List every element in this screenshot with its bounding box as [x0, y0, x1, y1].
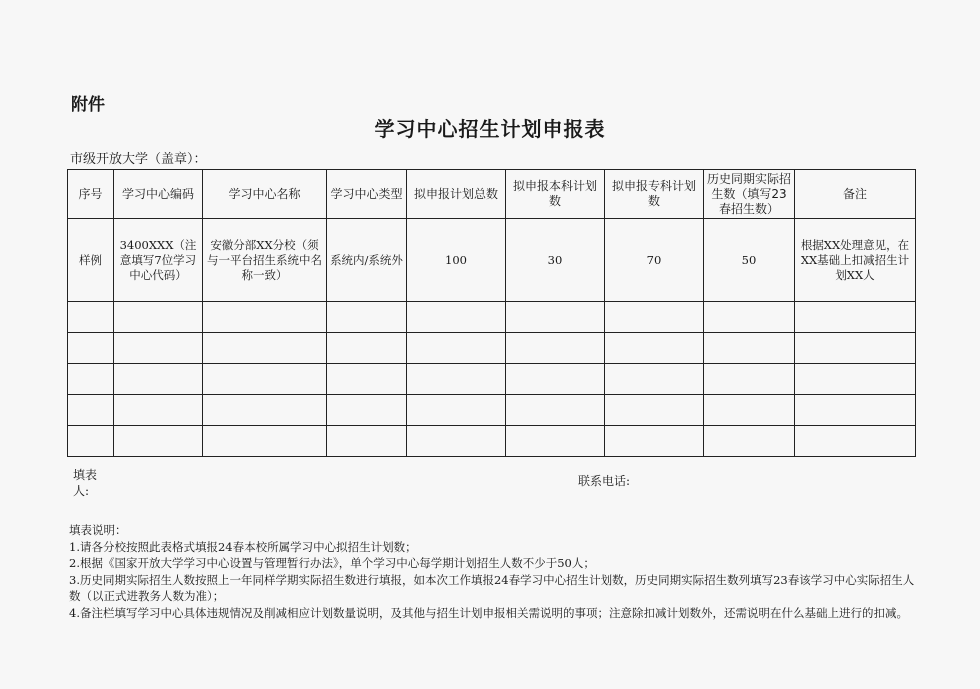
- empty-cell[interactable]: [605, 395, 704, 426]
- empty-cell[interactable]: [506, 364, 605, 395]
- empty-cell[interactable]: [506, 302, 605, 333]
- header-center-name: 学习中心名称: [203, 170, 327, 219]
- empty-cell[interactable]: [203, 426, 327, 457]
- empty-cell[interactable]: [605, 302, 704, 333]
- empty-cell[interactable]: [506, 395, 605, 426]
- empty-cell[interactable]: [114, 395, 203, 426]
- sample-undergrad-plan: 30: [506, 219, 605, 302]
- empty-cell[interactable]: [795, 333, 916, 364]
- header-junior-plan: 拟申报专科计划数: [605, 170, 704, 219]
- instructions-heading: 填表说明：: [69, 523, 127, 537]
- empty-cell[interactable]: [605, 426, 704, 457]
- sample-junior-plan: 70: [605, 219, 704, 302]
- empty-cell[interactable]: [68, 426, 114, 457]
- table-row: [68, 426, 916, 457]
- table-row: [68, 302, 916, 333]
- school-seal-label: 市级开放大学（盖章）：: [70, 152, 207, 167]
- empty-cell[interactable]: [114, 302, 203, 333]
- table-row: [68, 333, 916, 364]
- empty-cell[interactable]: [407, 364, 506, 395]
- table-header-row: [68, 170, 916, 219]
- empty-cell[interactable]: [795, 302, 916, 333]
- empty-cell[interactable]: [68, 364, 114, 395]
- instruction-item: 1.请各分校按照此表格式填报24春本校所属学习中心拟招生计划数；: [69, 539, 417, 554]
- empty-cell[interactable]: [795, 364, 916, 395]
- empty-cell[interactable]: [407, 302, 506, 333]
- empty-cell[interactable]: [327, 426, 407, 457]
- empty-cell[interactable]: [704, 302, 795, 333]
- empty-cell[interactable]: [327, 364, 407, 395]
- form-title: 学习中心招生计划申报表: [374, 117, 606, 141]
- instruction-item: 4.备注栏填写学习中心具体违规情况及削减相应计划数量说明，及其他与招生计划申报相关需说明的事项；注意除扣减计划数外，还需说明在什么基础上进行的扣减。: [69, 605, 908, 620]
- empty-cell[interactable]: [506, 333, 605, 364]
- table-row: [68, 219, 916, 302]
- empty-cell[interactable]: [407, 395, 506, 426]
- empty-cell[interactable]: [114, 426, 203, 457]
- empty-cell[interactable]: [203, 395, 327, 426]
- empty-cell[interactable]: [327, 302, 407, 333]
- empty-cell[interactable]: [704, 333, 795, 364]
- table-row: [68, 364, 916, 395]
- empty-cell[interactable]: [605, 364, 704, 395]
- empty-cell[interactable]: [203, 302, 327, 333]
- empty-cell[interactable]: [68, 302, 114, 333]
- empty-cell[interactable]: [506, 426, 605, 457]
- sample-total-plan: 100: [407, 219, 506, 302]
- sample-history-enrollment: 50: [704, 219, 795, 302]
- empty-cell[interactable]: [203, 364, 327, 395]
- plan-table: [67, 169, 916, 457]
- empty-cell[interactable]: [327, 333, 407, 364]
- header-history-enrollment: 历史同期实际招生数（填写23春招生数）: [704, 170, 795, 219]
- empty-cell[interactable]: [407, 426, 506, 457]
- attachment-label: 附件: [71, 95, 105, 115]
- empty-cell[interactable]: [605, 333, 704, 364]
- sample-center-name: 安徽分部XX分校（须与一平台招生系统中名称一致）: [203, 219, 327, 302]
- sample-seq: 样例: [68, 219, 114, 302]
- filler-label: 填表人:: [73, 468, 98, 498]
- empty-cell[interactable]: [68, 395, 114, 426]
- empty-cell[interactable]: [407, 333, 506, 364]
- header-remarks: 备注: [795, 170, 916, 219]
- empty-cell[interactable]: [114, 364, 203, 395]
- empty-cell[interactable]: [795, 395, 916, 426]
- empty-cell[interactable]: [704, 426, 795, 457]
- empty-cell[interactable]: [68, 333, 114, 364]
- sample-center-type: 系统内/系统外: [327, 219, 407, 302]
- sample-remarks: 根据XX处理意见，在XX基础上扣减招生计划XX人: [795, 219, 916, 302]
- sample-center-code: 3400XXX（注意填写7位学习中心代码）: [114, 219, 203, 302]
- phone-label: 联系电话:: [578, 474, 631, 488]
- empty-cell[interactable]: [327, 395, 407, 426]
- instructions: [69, 522, 921, 621]
- empty-cell[interactable]: [203, 333, 327, 364]
- header-total-plan: 拟申报计划总数: [407, 170, 506, 219]
- instruction-item: 3.历史同期实际招生人数按照上一年同样学期实际招生数进行填报，如本次工作填报24春学习中心招生计划数，历史同期实际招生数列填写23春该学习中心实际招生人数（以正式进教务人数为准）；: [69, 572, 915, 603]
- empty-cell[interactable]: [704, 395, 795, 426]
- empty-cell[interactable]: [704, 364, 795, 395]
- header-undergrad-plan: 拟申报本科计划数: [506, 170, 605, 219]
- empty-cell[interactable]: [795, 426, 916, 457]
- header-center-type: 学习中心类型: [327, 170, 407, 219]
- instruction-item: 2.根据《国家开放大学学习中心设置与管理暂行办法》，单个学习中心每学期计划招生人数不少于50人；: [69, 556, 595, 570]
- table-row: [68, 395, 916, 426]
- header-center-code: 学习中心编码: [114, 170, 203, 219]
- empty-cell[interactable]: [114, 333, 203, 364]
- header-seq: 序号: [68, 170, 114, 219]
